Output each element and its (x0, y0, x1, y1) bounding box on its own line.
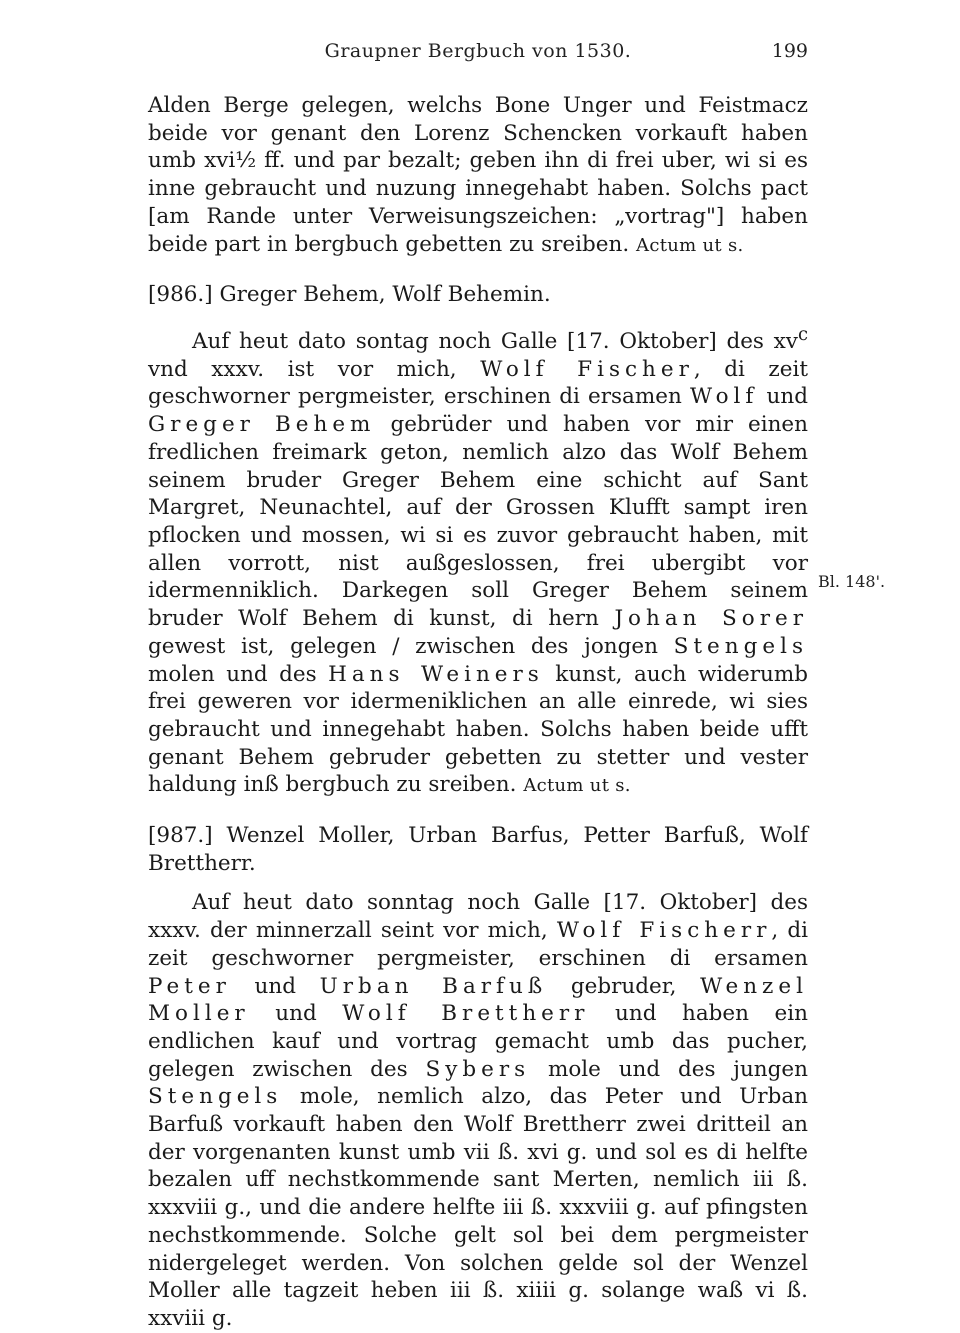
text-run: molen und des (148, 661, 329, 687)
text-run: gewest ist, gelegen / zwischen des jongen (148, 633, 674, 659)
spaced-name: Wolf (689, 384, 759, 410)
actum-note: Actum ut s. (523, 775, 631, 797)
entry-text-986 (148, 321, 808, 800)
running-title: Graupner Bergbuch von 1530. (324, 40, 632, 62)
spaced-name: Stengels (148, 1084, 283, 1110)
continuation-paragraph (148, 92, 808, 259)
spaced-name: Stengels (673, 633, 808, 659)
spaced-name: Wolf Fischerr (556, 918, 772, 944)
text-run: und (230, 973, 320, 999)
paragraph-text: Alden Berge gelegen, welchs Bone Unger und Feistmacz beide vor genant den Lorenz Schencken vorkauft haben umb xvi½ ff. und par bezalt; geben ihn di frei uber, wi si es inne gebraucht und nuzung innegehabt haben. Solchs pact [am Rande unter Verweisungszeichen: „vortrag"] haben beide part in bergbuch gebetten zu sreiben. (148, 93, 808, 257)
text-run: kunst, auch widerumb frei geweren vor idermeniklichen an alle einrede, wi sies gebraucht und innegehabt haben. Solchs haben beide ufft genant Behem gebruder gebetten zu stetter und vester haldung inß bergbuch zu sreiben. (148, 661, 809, 798)
spaced-name: Johan Sorer (614, 606, 808, 632)
text-run: und (758, 384, 808, 410)
text-run: und haben ein endlichen kauf und vortrag gemacht umb das pucher, gelegen zwischen des (148, 1001, 808, 1082)
text-run: Auf heut dato sontag noch Galle [17. Oktober] des xv (192, 329, 798, 355)
page-body (148, 92, 808, 1333)
spaced-name: Urban Barfuß (319, 973, 548, 999)
margin-folio-note: Bl. 148'. (818, 572, 886, 591)
text-run: gebruder, (547, 973, 701, 999)
entry-text-987 (148, 889, 808, 1332)
text-run: , di zeit geschworner pergmeister, erschinen di ersamen (148, 918, 808, 971)
spaced-name: Wenzel Moller (148, 973, 808, 1027)
text-run: vnd xxxv. ist vor mich, (148, 356, 481, 382)
superscript: c (797, 323, 808, 345)
spaced-name: Peter (148, 973, 231, 999)
text-run: gebrüder und haben vor mir einen fredlichen freimark geton, nemlich alzo das Wolf Behem seinem bruder Greger Behem eine schicht auf Sant Margret, Neunachtel, auf der Grossen Klufft sampt iren pflocken und mossen, wi si es zuvor gebraucht haben, mit allen vorrott, nist außgeslossen, frei ubergibt vor idermenniklich. Darkegen soll Greger Behem seinem bruder Wolf Behem di kunst, di hern (148, 412, 808, 632)
entry-heading-987: [987.] Wenzel Moller, Urban Barfus, Petter Barfuß, Wolf Brettherr. (148, 823, 808, 876)
spaced-name: Wolf Fischer (480, 356, 694, 382)
text-run: mole und des jungen (530, 1056, 808, 1082)
spaced-name: Hans Weiners (328, 661, 544, 687)
spaced-name: Sybers (425, 1056, 531, 1082)
entry-heading-986: [986.] Greger Behem, Wolf Behemin. (148, 282, 551, 308)
text-run: Auf heut dato sonntag noch Galle [17. Oktober] des xxxv. der minnerzall seint vor mich, (148, 890, 808, 944)
page-header (148, 40, 808, 70)
text-run: mole, nemlich alzo, das Peter und Urban Barfuß vorkauft haben den Wolf Brettherr zwei dritteil an der vorgenanten kunst umb vii ß. xvi g. und sol es di helfte bezalen uff nechstkommende sant Merten, nemlich iii ß. xxxviii g., und die andere helfte iii ß. xxxviii g. auf pfingsten nechstkommende. Solche gelt sol bei dem pergmeister nidergeleget werden. Von solchen gelde sol der Wenzel Moller alle tagzeit heben iii ß. xiiii g. solange waß vi ß. xxviii g. (148, 1084, 808, 1331)
spaced-name: Wolf Brettherr (342, 1001, 590, 1027)
text-run: , di zeit geschworner pergmeister, erschinen di ersamen (148, 356, 809, 410)
spaced-name: Greger Behem (148, 412, 376, 438)
actum-note: Actum ut s. (636, 234, 744, 256)
page-number: 199 (771, 40, 808, 62)
text-run: und (249, 1001, 343, 1027)
